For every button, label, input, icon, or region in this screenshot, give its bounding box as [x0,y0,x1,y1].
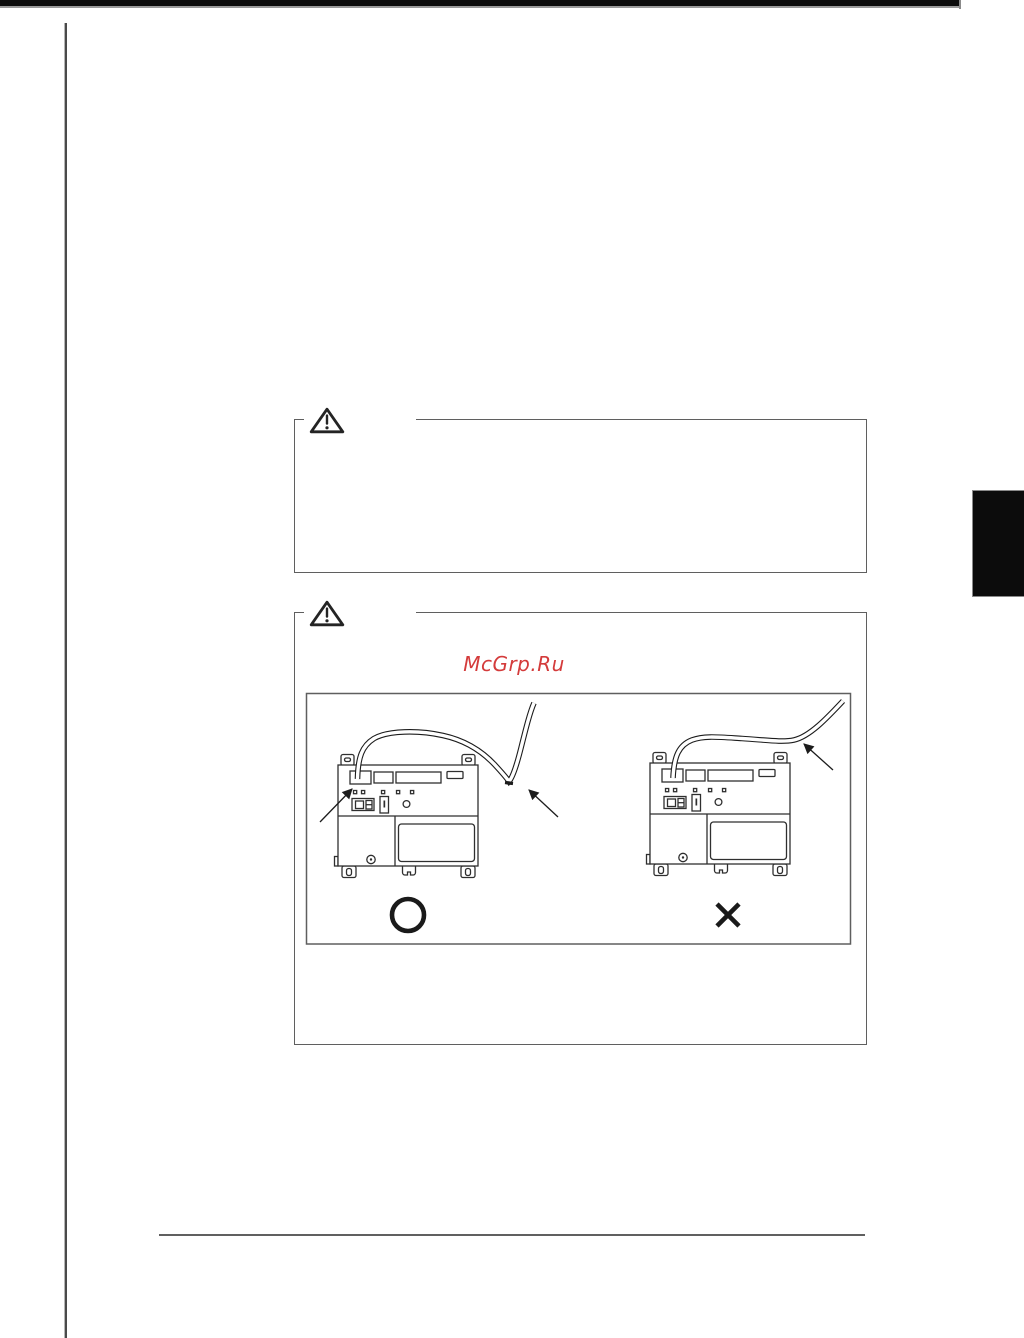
exclamation-dot [325,426,328,429]
caution-box-1 [294,419,867,573]
installation-diagram [300,688,870,960]
left-margin-rule [64,23,67,1338]
incorrect-mark-icon [717,904,739,926]
correct-mark-icon [392,899,424,931]
footer-rule [159,1234,865,1236]
watermark-link[interactable]: McGrp.Ru [463,652,565,676]
warning-triangle-icon [309,600,345,627]
cable-junction-mark [505,783,513,784]
top-black-bar [0,0,960,8]
chapter-edge-tab [972,490,1024,597]
slack-pointer-arrow [529,790,558,817]
warning-triangle-icon [309,407,345,434]
exclamation-dot [325,619,328,622]
plc-device-right [647,753,791,876]
taut-pointer-arrow [804,744,833,770]
top-bar-end-tick [959,0,961,9]
